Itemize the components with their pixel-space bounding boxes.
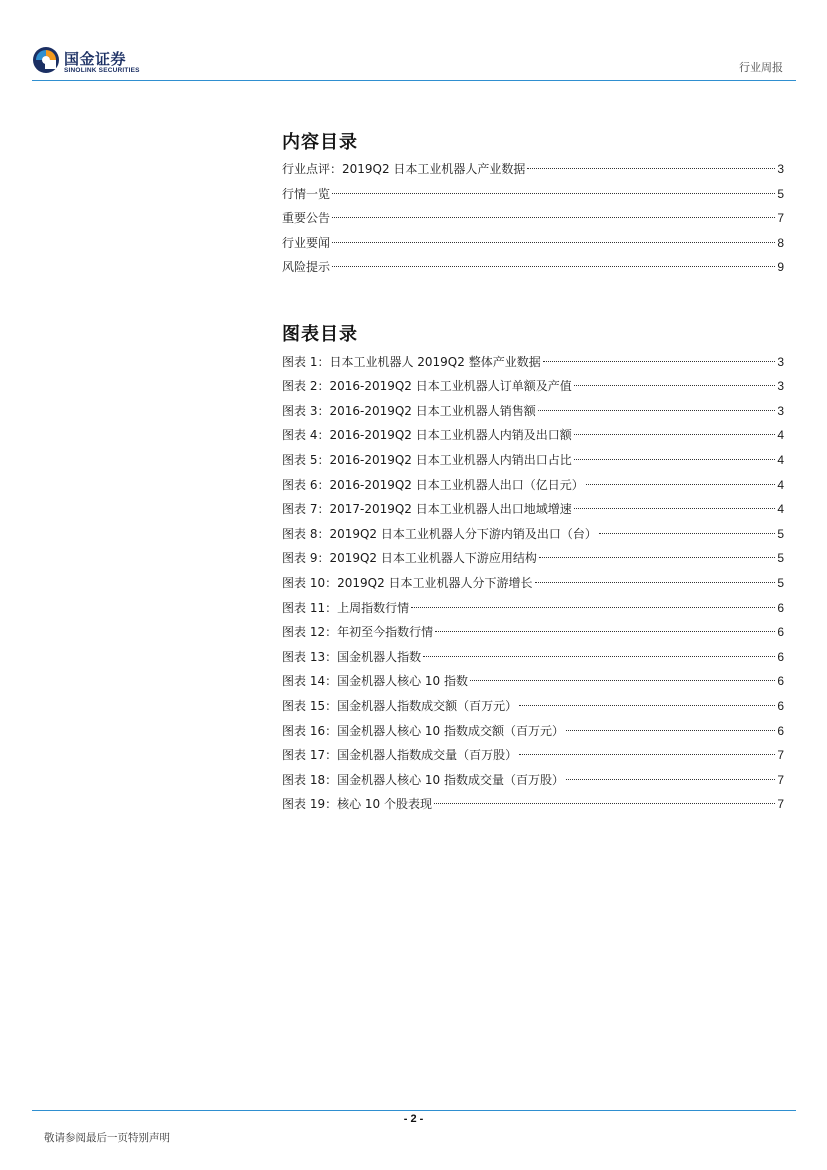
figures-title: 图表目录 xyxy=(282,324,358,345)
figures-entry-label: 图表 2：2016-2019Q2 日本工业机器人订单额及产值 xyxy=(282,379,572,394)
dot-leader xyxy=(332,193,775,194)
sinolink-logo-icon xyxy=(32,46,60,74)
figures-entry-page: 5 xyxy=(777,575,784,590)
contents-entry[interactable] xyxy=(282,206,784,231)
figures-entry[interactable] xyxy=(282,743,784,768)
figures-entry[interactable] xyxy=(282,473,784,498)
logo-english-name: SINOLINK SECURITIES xyxy=(64,67,140,74)
figures-entry[interactable] xyxy=(282,546,784,571)
figures-entry-page: 6 xyxy=(777,723,784,738)
contents-entry-page: 7 xyxy=(777,211,784,226)
figures-entry-page: 6 xyxy=(777,674,784,689)
contents-entry-label: 行情一览 xyxy=(282,186,331,201)
figures-entry-page: 6 xyxy=(777,698,784,713)
dot-leader xyxy=(535,582,776,583)
figures-entry-label: 图表 13：国金机器人指数 xyxy=(282,649,422,664)
document-type: 行业周报 xyxy=(739,61,783,74)
contents-entry-page: 5 xyxy=(777,186,784,201)
contents-entry-label: 风险提示 xyxy=(282,260,331,275)
figures-entry-label: 图表 6：2016-2019Q2 日本工业机器人出口（亿日元） xyxy=(282,477,584,492)
contents-entry[interactable] xyxy=(282,255,784,280)
contents-entry[interactable] xyxy=(282,182,784,207)
dot-leader xyxy=(574,508,776,509)
figures-entry-page: 6 xyxy=(777,625,784,640)
contents-entry-page: 3 xyxy=(777,162,784,176)
dot-leader xyxy=(519,705,775,706)
dot-leader xyxy=(332,242,775,243)
figures-entry-label: 图表 1：日本工业机器人 2019Q2 整体产业数据 xyxy=(282,354,541,369)
dot-leader xyxy=(411,607,775,608)
contents-title: 内容目录 xyxy=(282,132,358,153)
figures-entry-page: 4 xyxy=(777,477,784,492)
dot-leader xyxy=(574,434,776,435)
figures-entry[interactable] xyxy=(282,645,784,670)
contents-entry-label: 重要公告 xyxy=(282,211,331,226)
dot-leader xyxy=(574,385,776,386)
figures-entry[interactable] xyxy=(282,350,784,375)
figures-entry[interactable] xyxy=(282,448,784,473)
company-logo xyxy=(32,46,162,78)
dot-leader xyxy=(599,533,775,534)
figures-entry-page: 6 xyxy=(777,649,784,664)
figures-entry[interactable] xyxy=(282,768,784,793)
page-number: - 2 - xyxy=(403,1113,424,1125)
contents-entry-page: 9 xyxy=(777,260,784,275)
dot-leader xyxy=(519,754,775,755)
figures-entry[interactable] xyxy=(282,694,784,719)
dot-leader xyxy=(470,680,775,681)
figures-entry-label: 图表 7：2017-2019Q2 日本工业机器人出口地域增速 xyxy=(282,502,572,517)
header-divider xyxy=(32,80,796,81)
figures-entry-label: 图表 18：国金机器人核心 10 指数成交量（百万股） xyxy=(282,772,564,787)
figures-entry-label: 图表 5：2016-2019Q2 日本工业机器人内销出口占比 xyxy=(282,452,572,467)
contents-list xyxy=(282,157,784,280)
dot-leader xyxy=(539,557,775,558)
figures-entry-label: 图表 11：上周指数行情 xyxy=(282,600,410,615)
figures-entry-page: 6 xyxy=(777,600,784,615)
figures-entry-page: 4 xyxy=(777,428,784,443)
figures-entry[interactable] xyxy=(282,497,784,522)
contents-entry-label: 行业要闻 xyxy=(282,235,331,250)
figures-entry-label: 图表 3：2016-2019Q2 日本工业机器人销售额 xyxy=(282,403,536,418)
figures-entry-page: 4 xyxy=(777,452,784,467)
figures-entry-page: 7 xyxy=(777,748,784,763)
figures-entry-page: 3 xyxy=(777,403,784,418)
page-header xyxy=(0,0,827,82)
dot-leader xyxy=(434,803,775,804)
dot-leader xyxy=(543,361,776,362)
figures-entry-page: 4 xyxy=(777,502,784,517)
figures-entry-label: 图表 17：国金机器人指数成交量（百万股） xyxy=(282,748,518,763)
figures-entry[interactable] xyxy=(282,620,784,645)
contents-entry[interactable] xyxy=(282,157,784,182)
figures-entry-page: 7 xyxy=(777,797,784,812)
figures-entry-label: 图表 8：2019Q2 日本工业机器人分下游内销及出口（台） xyxy=(282,526,597,541)
dot-leader xyxy=(435,631,775,632)
figures-entry-label: 图表 10：2019Q2 日本工业机器人分下游增长 xyxy=(282,575,533,590)
figures-entry-page: 7 xyxy=(777,772,784,787)
figures-entry-label: 图表 14：国金机器人核心 10 指数 xyxy=(282,674,468,689)
figures-entry-page: 3 xyxy=(777,354,784,369)
figures-entry-page: 5 xyxy=(777,551,784,566)
figures-entry-label: 图表 12：年初至今指数行情 xyxy=(282,625,434,640)
contents-entry-label: 行业点评：2019Q2 日本工业机器人产业数据 xyxy=(282,162,526,176)
figures-entry[interactable] xyxy=(282,571,784,596)
logo-chinese-name: 国金证券 xyxy=(64,50,127,68)
dot-leader xyxy=(538,410,776,411)
figures-entry-label: 图表 15：国金机器人指数成交额（百万元） xyxy=(282,698,518,713)
disclaimer-note: 敬请参阅最后一页特别声明 xyxy=(44,1132,170,1144)
contents-entry[interactable] xyxy=(282,231,784,256)
dot-leader xyxy=(332,266,775,267)
dot-leader xyxy=(527,168,775,169)
dot-leader xyxy=(586,484,776,485)
figures-entry-label: 图表 19：核心 10 个股表现 xyxy=(282,797,432,812)
footer-divider xyxy=(32,1110,796,1111)
figures-entry[interactable] xyxy=(282,423,784,448)
figures-entry[interactable] xyxy=(282,522,784,547)
dot-leader xyxy=(332,217,775,218)
figures-list xyxy=(282,350,784,817)
figures-entry[interactable] xyxy=(282,669,784,694)
figures-entry-label: 图表 9：2019Q2 日本工业机器人下游应用结构 xyxy=(282,551,537,566)
dot-leader xyxy=(566,779,775,780)
figures-entry-label: 图表 4：2016-2019Q2 日本工业机器人内销及出口额 xyxy=(282,428,572,443)
figures-entry-page: 3 xyxy=(777,379,784,394)
figures-entry[interactable] xyxy=(282,719,784,744)
dot-leader xyxy=(566,730,775,731)
dot-leader xyxy=(574,459,776,460)
figures-entry[interactable] xyxy=(282,596,784,621)
contents-entry-page: 8 xyxy=(777,235,784,250)
dot-leader xyxy=(423,656,775,657)
figures-entry-page: 5 xyxy=(777,526,784,541)
figures-entry[interactable] xyxy=(282,374,784,399)
figures-entry-label: 图表 16：国金机器人核心 10 指数成交额（百万元） xyxy=(282,723,564,738)
figures-entry[interactable] xyxy=(282,792,784,817)
figures-entry[interactable] xyxy=(282,399,784,424)
